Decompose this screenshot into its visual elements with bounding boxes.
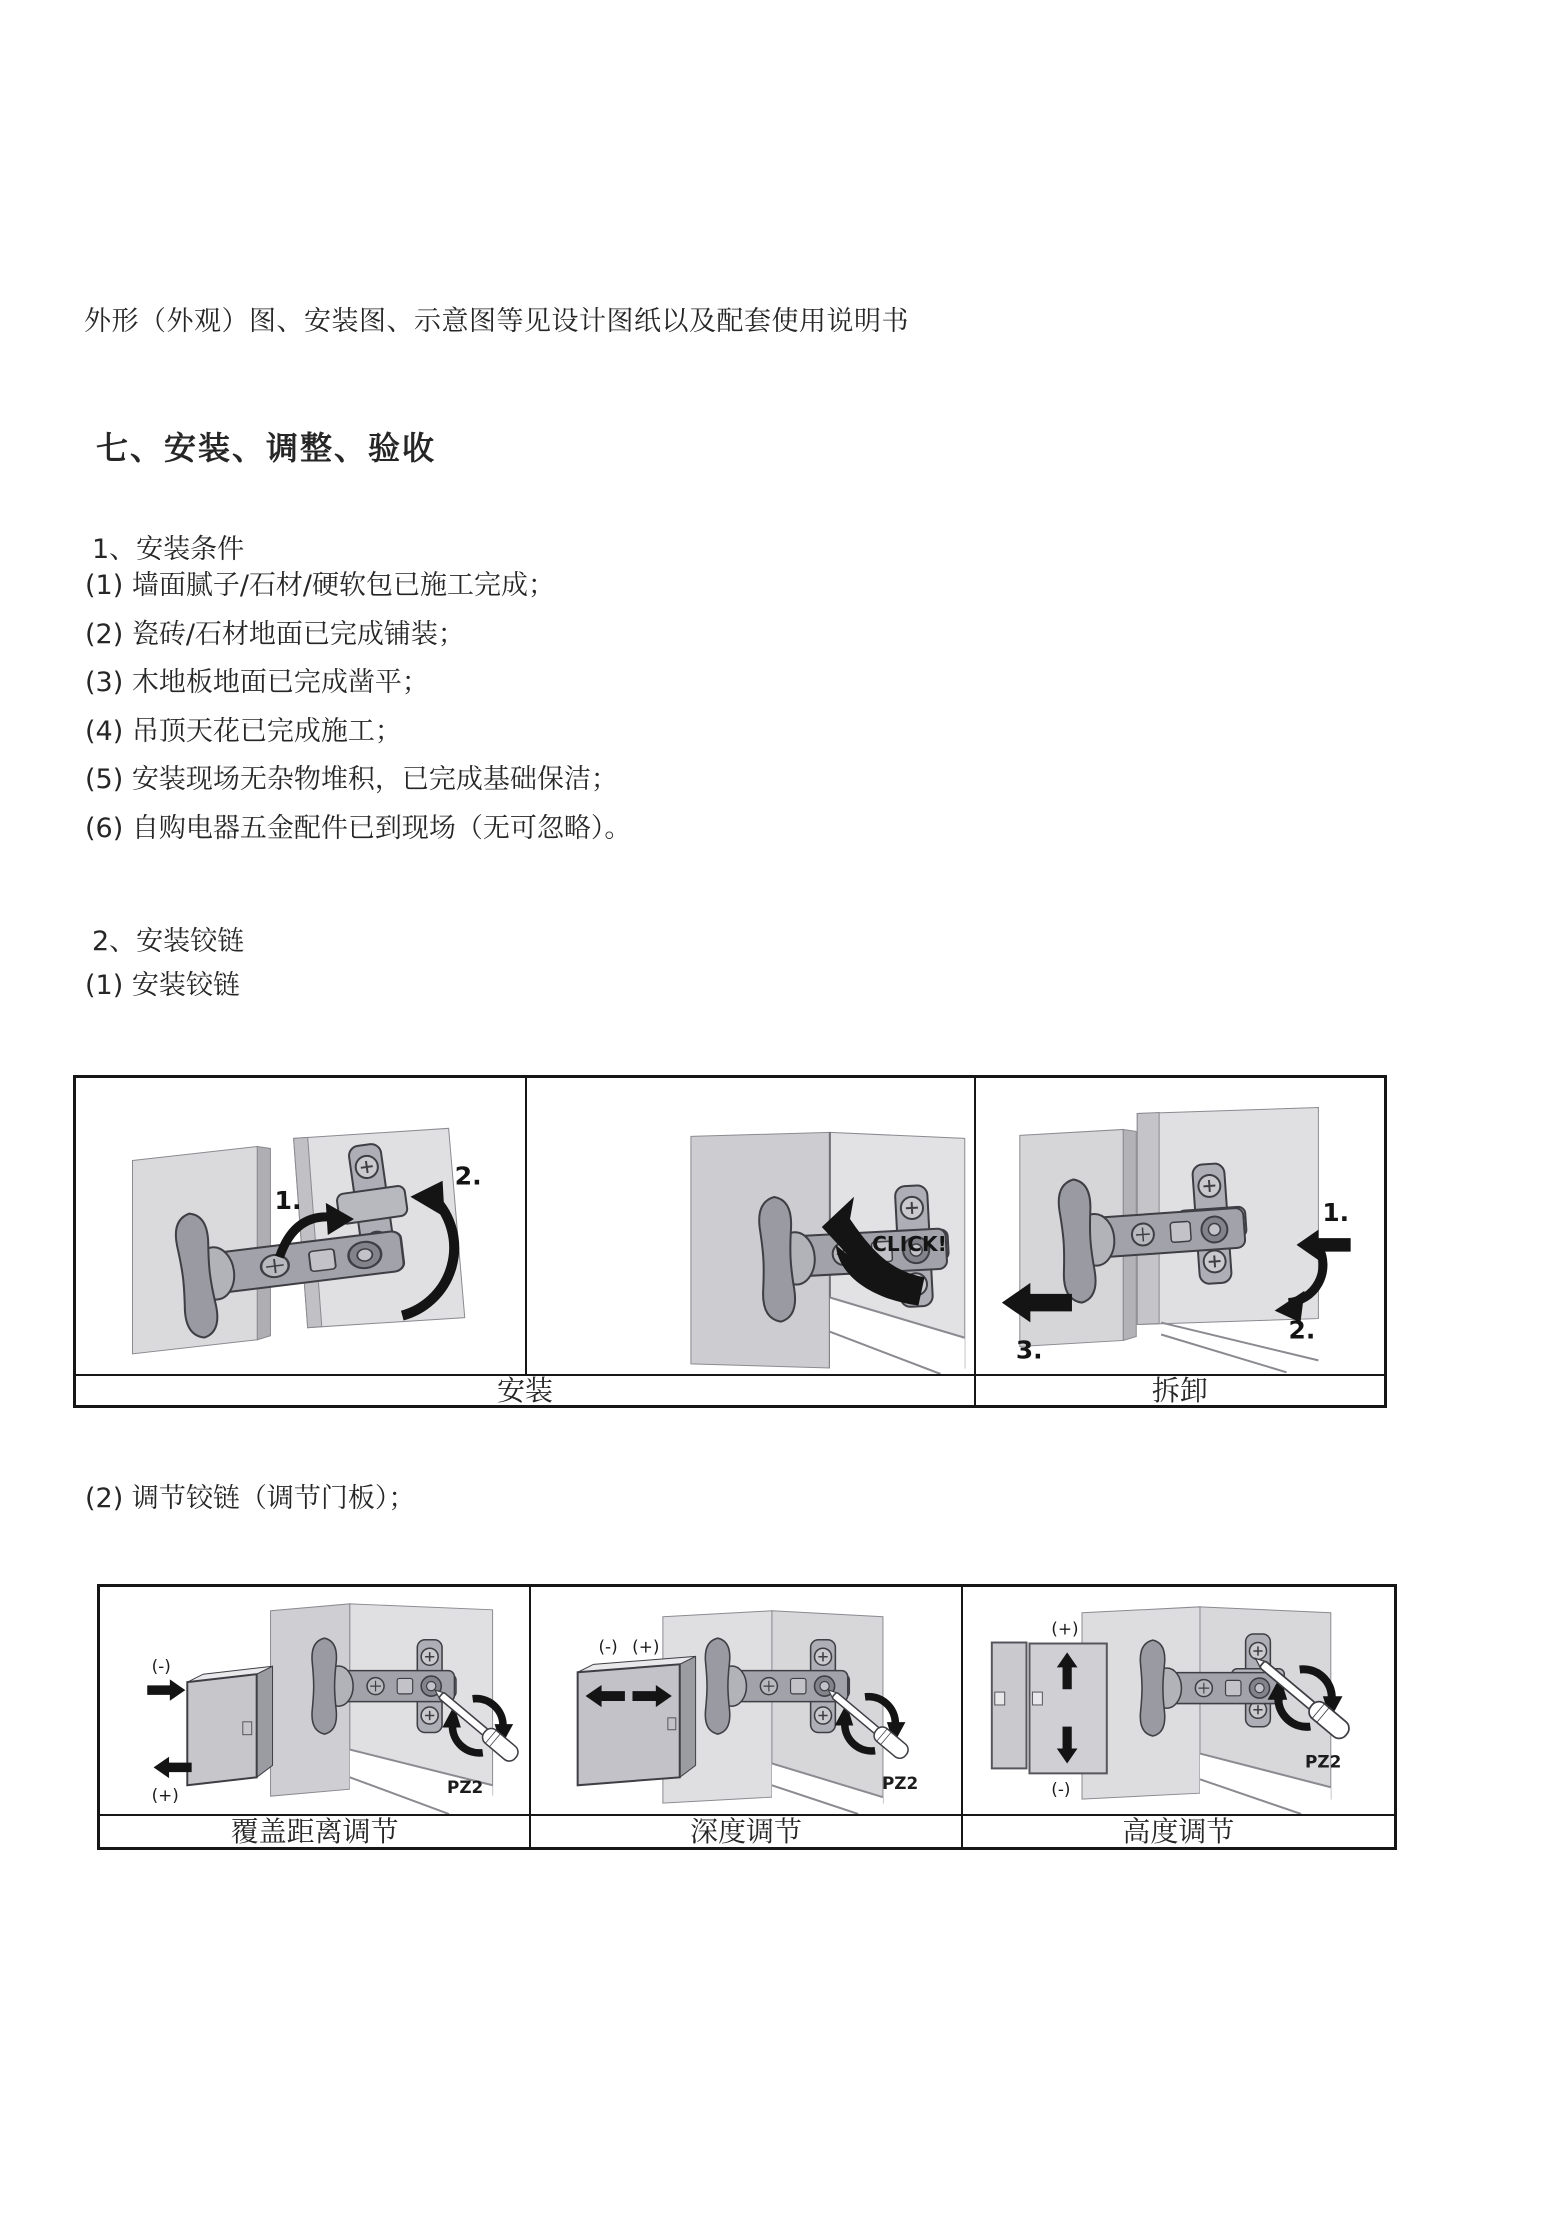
hinge-adjust-table-images (100, 1587, 1394, 1814)
pz2-label: PZ2 (446, 1777, 484, 1798)
minus-label: (-) (1050, 1779, 1071, 1800)
condition-item: (5) 安装现场无杂物堆积，已完成基础保洁； (85, 764, 618, 795)
hinge-adjust-table (97, 1584, 1397, 1850)
hinge-install-title: 2、安装铰链 (92, 926, 245, 957)
condition-item: (2) 瓷砖/石材地面已完成铺装； (85, 618, 465, 650)
door-panel (991, 1643, 1106, 1774)
hinge-install-table (73, 1075, 1387, 1408)
illustration-coverage-adjust (100, 1587, 531, 1814)
condition-item: (4) 吊顶天花已完成施工； (85, 715, 402, 747)
install-conditions-list (85, 562, 631, 853)
coverage-label-cell: 覆盖距离调节 (100, 1816, 531, 1848)
step-1-label: 1. (274, 1185, 302, 1215)
cabinet-panel (1082, 1607, 1331, 1814)
hinge-adjust-table-labels (100, 1814, 1394, 1848)
click-label: CLICK! (872, 1232, 948, 1257)
condition-item: (3) 木地板地面已完成凿平； (85, 667, 429, 698)
illustration-height-adjust (963, 1587, 1394, 1814)
illustration-install-step (76, 1078, 527, 1374)
plus-label: (+) (151, 1785, 179, 1806)
minus-arrow-icon (147, 1679, 185, 1700)
hinge-install-table-labels (76, 1374, 1384, 1405)
depth-label-cell: 深度调节 (531, 1816, 962, 1848)
plus-arrow-icon (154, 1757, 192, 1778)
step-2-label: 2. (454, 1161, 482, 1191)
hinge-install-table-images (76, 1078, 1384, 1374)
pz2-label: PZ2 (882, 1773, 919, 1794)
step-2-label: 2. (1288, 1315, 1316, 1345)
hinge-install-step2: (2) 调节铰链（调节门板）； (85, 1483, 416, 1514)
illustration-remove-step (976, 1078, 1384, 1374)
remove-label-cell: 拆卸 (1151, 1373, 1208, 1407)
plus-label: (+) (632, 1636, 660, 1657)
door-box (187, 1666, 272, 1785)
intro-text: 外形（外观）图、安装图、示意图等见设计图纸以及配套使用说明书 (84, 306, 909, 337)
step-1-label: 1. (1322, 1198, 1350, 1228)
step-3-label: 3. (1015, 1335, 1043, 1365)
door-box (578, 1656, 696, 1785)
plus-label: (+) (1050, 1618, 1079, 1639)
minus-label: (-) (151, 1656, 171, 1677)
minus-label: (-) (598, 1636, 619, 1657)
hinge-install-step1: (1) 安装铰链 (85, 970, 240, 1001)
condition-item: (6) 自购电器五金配件已到现场（无可忽略）。 (85, 812, 632, 844)
install-label-cell: 安装 (76, 1376, 976, 1405)
illustration-click-step (527, 1078, 976, 1374)
condition-item: (1) 墙面腻子/石材/硬软包已施工完成； (85, 570, 556, 601)
illustration-depth-adjust (531, 1587, 962, 1814)
install-conditions-title: 1、安装条件 (92, 534, 245, 565)
height-label-cell: 高度调节 (1122, 1815, 1235, 1848)
pz2-label: PZ2 (1304, 1751, 1341, 1772)
section-title: 七、安装、调整、验收 (96, 429, 437, 467)
